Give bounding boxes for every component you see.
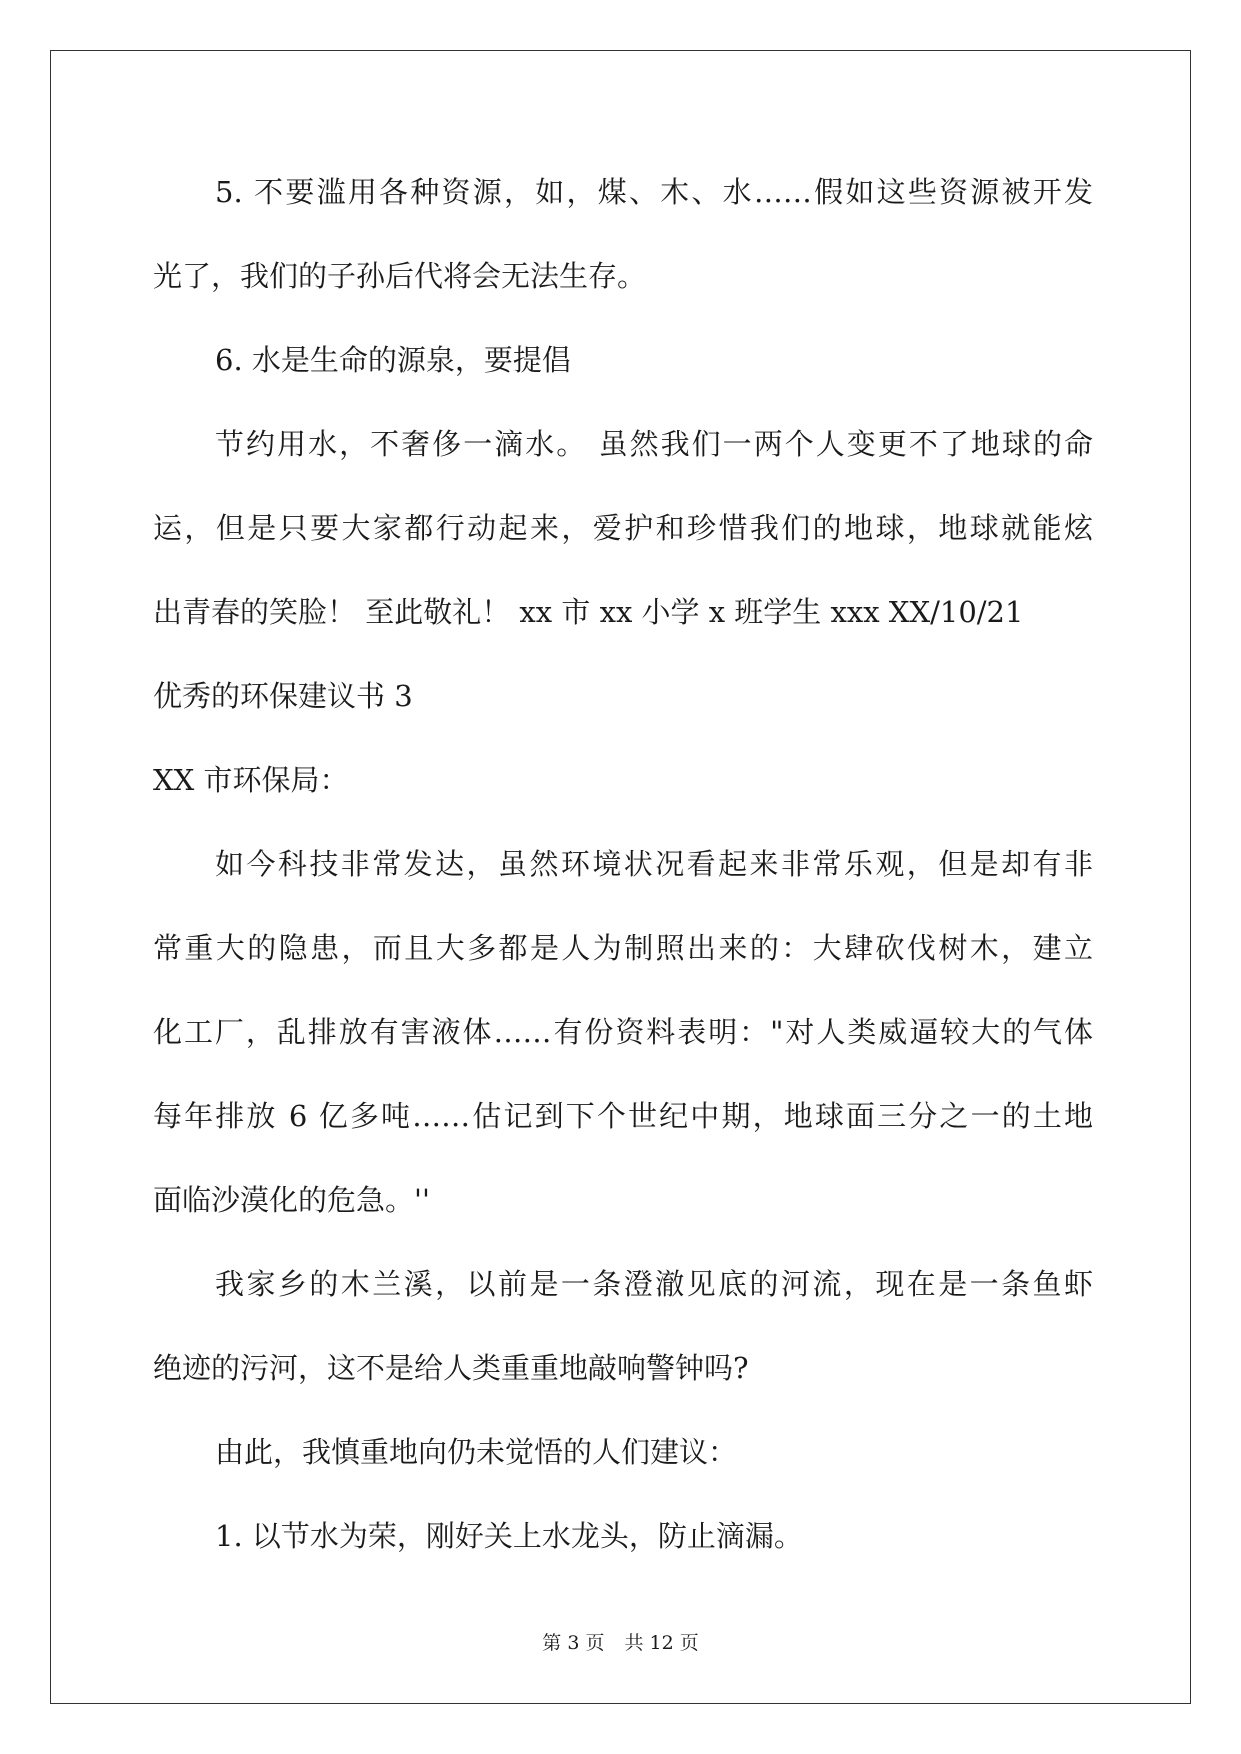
document-body (153, 165, 1093, 1593)
section-heading: 优秀的环保建议书 3 (153, 679, 413, 713)
paragraph-line: 如今科技非常发达，虽然环境状况看起来非常乐观，但是却有非 (215, 847, 1093, 881)
page-number: 第 3 页 (542, 1632, 605, 1654)
paragraph-line: 6. 水是生命的源泉，要提倡 (215, 343, 571, 377)
paragraph-line: 光了，我们的子孙后代将会无法生存。 (153, 259, 647, 293)
list-item: 1. 以节水为荣，刚好关上水龙头，防止滴漏。 (215, 1519, 803, 1553)
paragraph-line: 节约用水，不奢侈一滴水。 虽然我们一两个人变更不了地球的命 (215, 427, 1093, 461)
paragraph-line: 常重大的隐患，而且大多都是人为制照出来的：大肆砍伐树木，建立 (153, 931, 1093, 965)
paragraph-line: 面临沙漠化的危急。'' (153, 1183, 430, 1217)
paragraph-line: 每年排放 6 亿多吨……估记到下个世纪中期，地球面三分之一的土地 (153, 1099, 1093, 1133)
page-footer (0, 1628, 1241, 1655)
paragraph-line: 我家乡的木兰溪，以前是一条澄澈见底的河流，现在是一条鱼虾 (215, 1267, 1093, 1301)
paragraph-line: 5. 不要滥用各种资源，如，煤、木、水……假如这些资源被开发 (215, 175, 1093, 209)
paragraph-line: 运，但是只要大家都行动起来，爱护和珍惜我们的地球，地球就能炫 (153, 511, 1093, 545)
page-total: 共 12 页 (624, 1632, 699, 1654)
paragraph-line: 由此，我慎重地向仍未觉悟的人们建议： (215, 1435, 738, 1469)
paragraph-line: 化工厂，乱排放有害液体……有份资料表明："对人类威逼较大的气体 (153, 1015, 1093, 1049)
paragraph-line: 出青春的笑脸！ 至此敬礼！ xx 市 xx 小学 x 班学生 xxx XX/10/21 (153, 595, 1024, 629)
paragraph-line: 绝迹的污河，这不是给人类重重地敲响警钟吗? (153, 1351, 749, 1385)
salutation: XX 市环保局： (153, 763, 349, 797)
